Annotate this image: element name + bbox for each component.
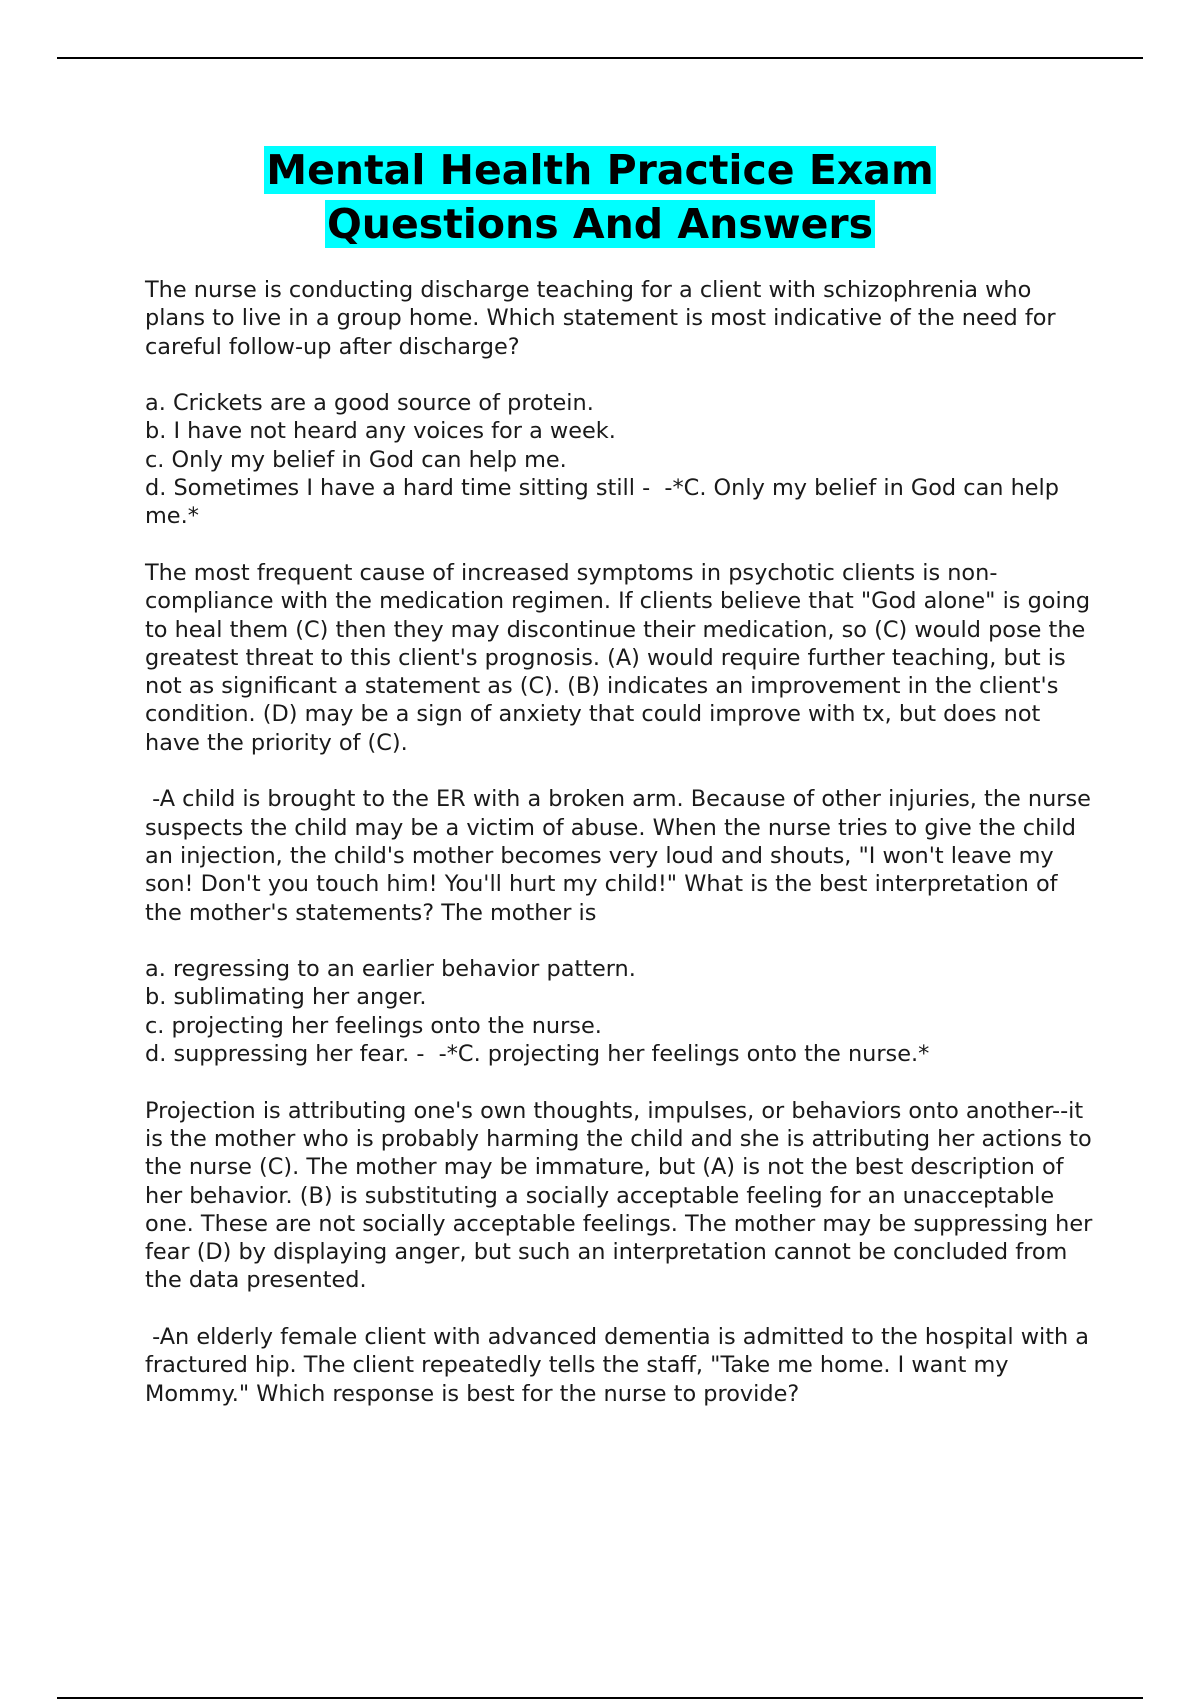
page-title <box>0 143 1200 251</box>
document-body <box>145 276 1100 1436</box>
title-line-1: Mental Health Practice Exam <box>266 146 934 194</box>
question-1-option-d: d. Sometimes I have a hard time sitting still - -*C. Only my belief in God can help me.* <box>145 475 1067 530</box>
question-2-options <box>145 955 1095 1068</box>
question-1-stem: The nurse is conducting discharge teaching for a client with schizophrenia who plans to live in a group home. Which statement is most indicative of the need for careful follow-up after discharge? <box>145 277 1063 360</box>
title-line-2: Questions And Answers <box>326 200 874 248</box>
question-2-option-a: a. regressing to an earlier behavior pattern. <box>145 956 636 983</box>
question-3-stem: -An elderly female client with advanced dementia is admitted to the hospital with a fractured hip. The client repeatedly tells the staff, "Take me home. I want my Mommy." Which response is best for the nurse to provide? <box>145 1323 1097 1407</box>
top-rule <box>57 57 1143 59</box>
question-1-option-c: c. Only my belief in God can help me. <box>145 446 567 473</box>
question-2-option-d: d. suppressing her fear. - -*C. projecting her feelings onto the nurse.* <box>145 1041 930 1068</box>
question-1-rationale: The most frequent cause of increased symptoms in psychotic clients is non-compliance with the medication regimen. If clients believe that "God alone" is going to heal them (C) then they may discontinue their medication, so (C) would pose the greatest threat to this client's prognosis. (A) would require further teaching, but is not as significant a statement as (C). (B) indicates an improvement in the client's condition. (D) may be a sign of anxiety that could improve with tx, but does not have the priority of (C). <box>145 559 1098 756</box>
question-2-option-c: c. projecting her feelings onto the nurse. <box>145 1012 602 1039</box>
question-2-rationale: Projection is attributing one's own thoughts, impulses, or behaviors onto another--it is the mother who is probably harming the child and she is attributing her actions to the nurse (C). The mother may be immature, but (A) is not the best description of her behavior. (B) is substituting a socially acceptable feeling for an unacceptable one. These are not socially acceptable feelings. The mother may be suppressing her fear (D) by displaying anger, but such an interpretation cannot be concluded from the data presented. <box>145 1097 1100 1294</box>
question-1-option-a: a. Crickets are a good source of protein. <box>145 390 594 417</box>
question-2-stem: -A child is brought to the ER with a broken arm. Because of other injuries, the nurse suspects the child may be a victim of abuse. When the nurse tries to give the child an injection, the child's mother becomes very loud and shouts, "I won't leave my son! Don't you touch him! You'll hurt my child!" What is the best interpretation of the mother's statements? The mother is <box>145 786 1099 926</box>
question-1-options <box>145 389 1095 530</box>
question-2-option-b: b. sublimating her anger. <box>145 984 427 1011</box>
bottom-rule <box>57 1697 1143 1699</box>
question-1-option-b: b. I have not heard any voices for a week. <box>145 418 616 445</box>
